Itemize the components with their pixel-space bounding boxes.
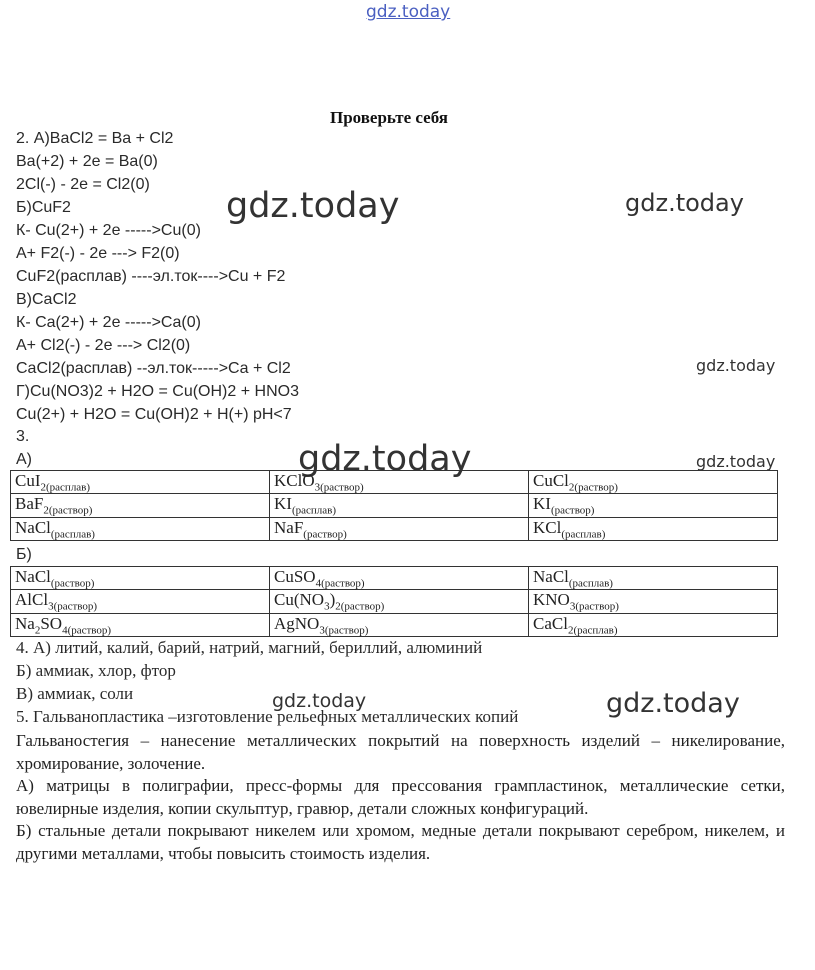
formula-text: AgNO	[274, 613, 320, 633]
formula-text: SO	[40, 613, 63, 633]
formula-text: KNO	[533, 590, 570, 610]
formula-subscript: (раствор)	[303, 528, 347, 541]
table-cell	[529, 567, 778, 590]
formula-text: Na	[15, 613, 35, 633]
watermark: gdz.today	[625, 189, 744, 217]
table-cell	[529, 590, 778, 613]
text-line: Cu(2+) + H2O = Cu(OH)2 + H(+) pH<7	[16, 406, 292, 423]
watermark: gdz.today	[696, 452, 776, 471]
watermark: gdz.today	[298, 439, 472, 479]
formula-subscript: 4(раствор)	[62, 624, 112, 637]
paragraph: Гальваностегия – нанесение металлических покрытий на поверхность изделий – никелирование, хромирование, золочение.	[16, 731, 785, 773]
formula-text: NaCl	[15, 567, 51, 586]
formula-subscript: 4(раствор)	[315, 577, 365, 590]
watermark: gdz.today	[696, 356, 776, 375]
formula-text: )	[329, 590, 336, 610]
table-cell	[270, 613, 529, 636]
formula-subscript: (расплав)	[291, 504, 336, 517]
formula-text: KCl	[533, 517, 562, 537]
page-title: Проверьте себя	[330, 108, 448, 127]
table-cell	[11, 590, 270, 613]
formula-text: NaCl	[533, 567, 569, 586]
formula-subscript: 2(раствор)	[568, 481, 618, 494]
text-line: А+ F2(-) - 2e ---> F2(0)	[16, 245, 180, 262]
text-line: 3.	[16, 428, 30, 445]
text-line: Б)CuF2	[16, 199, 71, 216]
table-row	[11, 471, 778, 494]
text-line: 2. А)BaCl2 = Ba + Cl2	[16, 130, 174, 147]
formula-subscript: 2(расплав)	[567, 624, 618, 637]
table-cell	[11, 494, 270, 517]
text-line: К- Cu(2+) + 2e ----->Cu(0)	[16, 222, 201, 239]
formula-text: KI	[274, 494, 292, 514]
table-cell	[270, 517, 529, 540]
table-b-label: Б)	[16, 546, 32, 563]
watermark-link[interactable]: gdz.today	[366, 2, 451, 22]
formula-text: CuI	[15, 471, 41, 490]
table-cell	[529, 471, 778, 494]
table-cell	[529, 613, 778, 636]
formula-text: KClO	[274, 471, 315, 490]
watermark: gdz.today	[606, 688, 740, 719]
formula-text: Cu(NO	[274, 590, 325, 610]
text-line: В)CaCl2	[16, 291, 77, 308]
formula-text: KI	[533, 494, 551, 514]
formula-subscript: (раствор)	[50, 577, 95, 590]
formula-text: NaF	[274, 517, 304, 537]
table-cell	[529, 517, 778, 540]
text-line: CuF2(расплав) ----эл.ток---->Cu + F2	[16, 268, 286, 285]
table-cell	[270, 471, 529, 494]
table-cell	[270, 494, 529, 517]
formula-subscript: 2	[34, 624, 41, 637]
table-row	[11, 613, 778, 636]
table-cell	[11, 517, 270, 540]
text-line: Ba(+2) + 2e = Ba(0)	[16, 153, 158, 170]
table-cell	[11, 613, 270, 636]
table-cell	[11, 567, 270, 590]
formula-subscript: 3(раствор)	[48, 600, 98, 613]
text-line: А+ Cl2(-) - 2e ---> Cl2(0)	[16, 337, 191, 354]
paragraph: А) матрицы в полиграфии, пресс-формы для прессования грампластинок, металлические сетки, ювелирные изделия, копии скульптур, гравюр, детали сложных конфигураций.	[16, 776, 785, 818]
formula-subscript: 3(раствор)	[569, 600, 619, 613]
table-a-label: А)	[16, 451, 32, 468]
table-row	[11, 567, 778, 590]
table-a	[10, 470, 778, 541]
paragraph: Б) стальные детали покрывают никелем или хромом, медные детали покрывают серебром, никелем, и другими металлами, чтобы повысить стоимость изделия.	[16, 821, 785, 863]
formula-subscript: (расплав)	[568, 577, 613, 590]
formula-subscript: (расплав)	[50, 528, 95, 541]
table-cell	[529, 494, 778, 517]
text-line: 4. А) литий, калий, барий, натрий, магний, бериллий, алюминий	[16, 638, 483, 657]
formula-text: BaF	[15, 494, 44, 514]
text-line: 5. Гальванопластика –изготовление рельефных металлических копий	[16, 707, 519, 726]
table-cell	[270, 590, 529, 613]
watermark: gdz.today	[272, 690, 367, 712]
table-row	[11, 517, 778, 540]
formula-subscript: (раствор)	[550, 504, 595, 517]
table-row	[11, 494, 778, 517]
text-line: Б) аммиак, хлор, фтор	[16, 661, 176, 680]
text-line: В) аммиак, соли	[16, 684, 134, 703]
table-b	[10, 566, 778, 637]
formula-subscript: 3(раствор)	[319, 624, 369, 637]
text-line: К- Ca(2+) + 2e ----->Ca(0)	[16, 314, 201, 331]
formula-subscript: 2(расплав)	[40, 481, 91, 494]
table-cell	[270, 567, 529, 590]
table-cell	[11, 471, 270, 494]
formula-subscript: 3	[324, 600, 330, 613]
table-row	[11, 590, 778, 613]
text-line: CaCl2(расплав) --эл.ток----->Ca + Cl2	[16, 360, 291, 377]
formula-text: CuCl	[533, 471, 569, 490]
formula-text: NaCl	[15, 517, 51, 537]
text-line: Г)Cu(NO3)2 + H2O = Cu(OH)2 + HNO3	[16, 383, 299, 400]
formula-subscript: 3(раствор)	[314, 481, 364, 494]
formula-text: AlCl	[15, 590, 49, 610]
watermark: gdz.today	[226, 186, 400, 226]
formula-text: CuSO	[274, 567, 316, 586]
formula-subscript: (расплав)	[561, 528, 606, 541]
text-line: 2Cl(-) - 2e = Cl2(0)	[16, 176, 150, 193]
formula-text: CaCl	[533, 613, 568, 633]
formula-subscript: 2(раствор)	[335, 600, 385, 613]
formula-subscript: 2(раствор)	[43, 504, 93, 517]
